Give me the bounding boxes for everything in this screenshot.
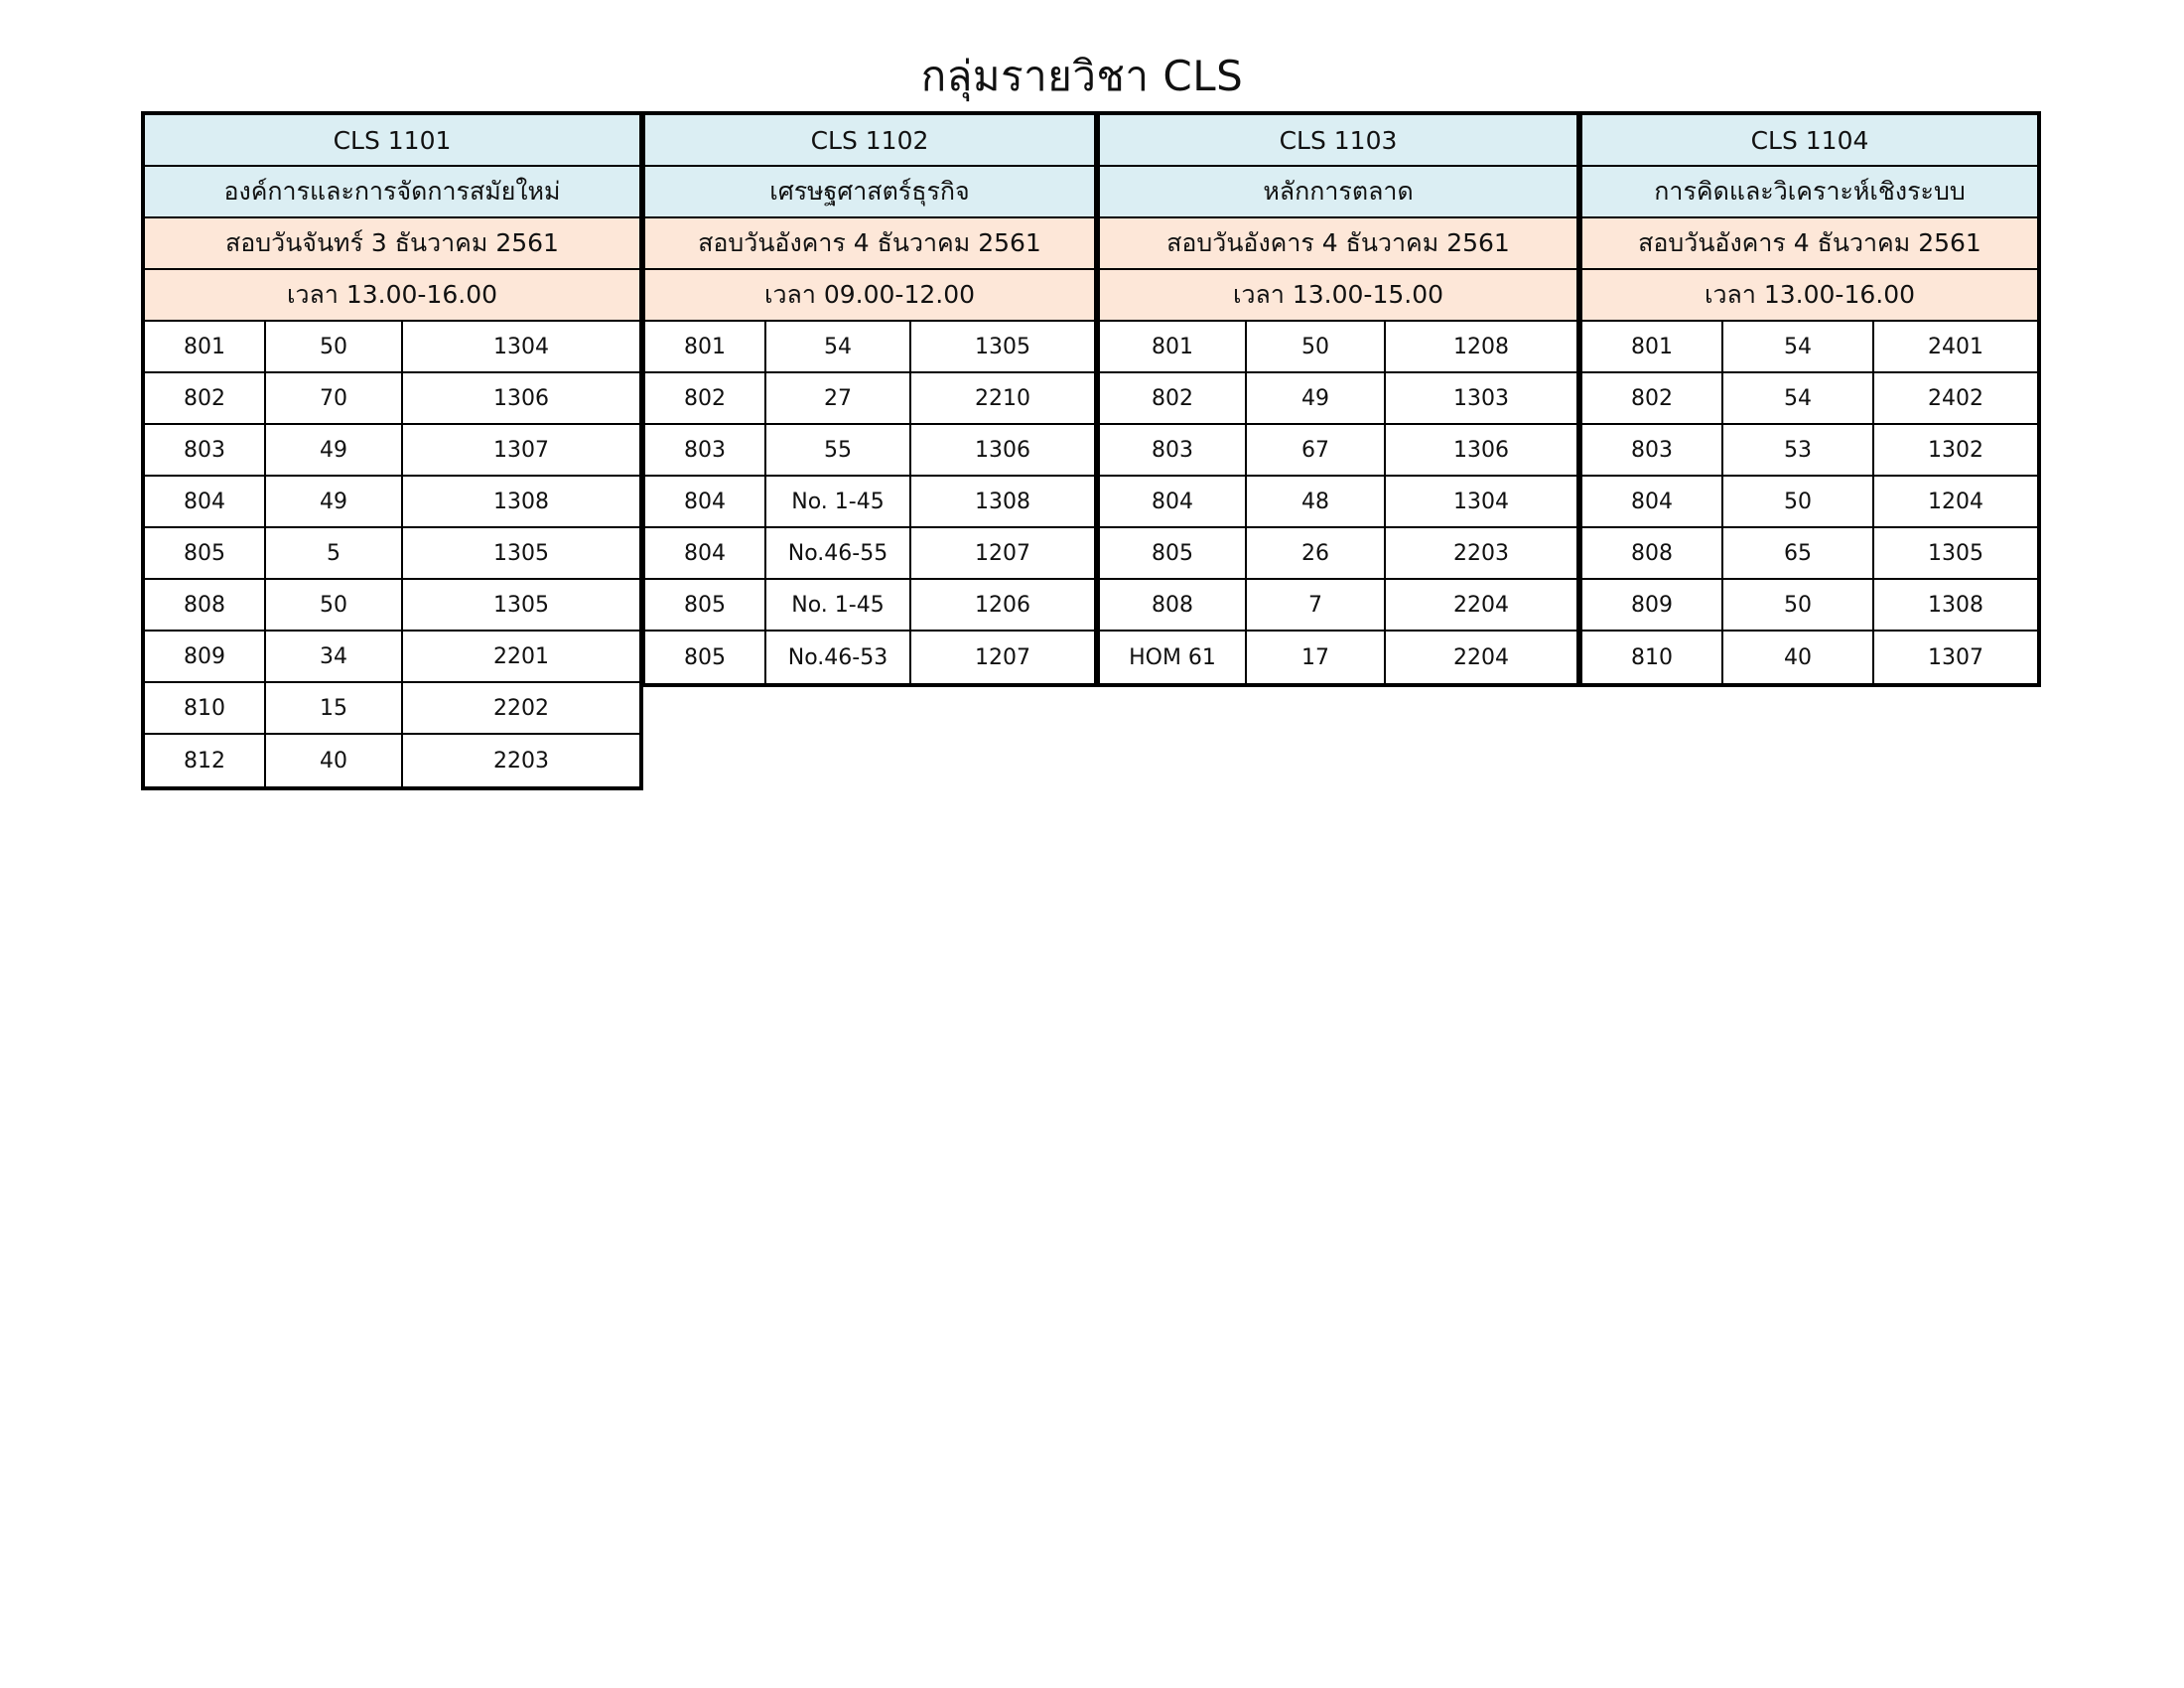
section-cell: 805 bbox=[184, 540, 225, 566]
table-row bbox=[1100, 632, 1576, 683]
count-cell: 17 bbox=[1245, 632, 1384, 683]
exam-date: สอบวันอังคาร 4 ธันวาคม 2561 bbox=[1582, 218, 2037, 270]
section-cell: 804 bbox=[684, 540, 726, 566]
course-code: CLS 1103 bbox=[1100, 115, 1576, 167]
count-cell: No.46-53 bbox=[764, 632, 909, 683]
count-cell: 7 bbox=[1245, 580, 1384, 630]
count-cell: 50 bbox=[1245, 322, 1384, 371]
count-cell: 40 bbox=[264, 735, 401, 786]
section-cell: 802 bbox=[684, 385, 726, 411]
section-cell: 804 bbox=[184, 489, 225, 514]
table-row bbox=[1100, 373, 1576, 425]
room-cell: 1304 bbox=[1384, 477, 1576, 526]
exam-date: สอบวันอังคาร 4 ธันวาคม 2561 bbox=[645, 218, 1094, 270]
count-cell: 50 bbox=[264, 580, 401, 630]
section-cell: 801 bbox=[684, 334, 726, 359]
room-cell: 1305 bbox=[401, 528, 639, 578]
table-row bbox=[645, 425, 1094, 477]
room-cell: 1304 bbox=[401, 322, 639, 371]
room-cell: 1308 bbox=[909, 477, 1094, 526]
course-name: เศรษฐศาสตร์ธุรกิจ bbox=[645, 167, 1094, 218]
room-cell: 1307 bbox=[401, 425, 639, 475]
section-cell: 804 bbox=[1152, 489, 1193, 514]
count-cell: 49 bbox=[264, 477, 401, 526]
table-row bbox=[1582, 322, 2037, 373]
course-name: การคิดและวิเคราะห์เชิงระบบ bbox=[1582, 167, 2037, 218]
room-cell: 1306 bbox=[909, 425, 1094, 475]
table-row bbox=[1582, 477, 2037, 528]
table-row bbox=[645, 632, 1094, 683]
table-row bbox=[145, 683, 639, 735]
exam-time: เวลา 13.00-15.00 bbox=[1100, 270, 1576, 322]
room-cell: 2204 bbox=[1384, 632, 1576, 683]
room-cell: 1308 bbox=[1872, 580, 2037, 630]
room-cell: 1208 bbox=[1384, 322, 1576, 371]
section-cell: 804 bbox=[684, 489, 726, 514]
section-cell: 808 bbox=[1152, 592, 1193, 618]
section-cell: 809 bbox=[1631, 592, 1673, 618]
room-cell: 1207 bbox=[909, 632, 1094, 683]
room-cell: 2204 bbox=[1384, 580, 1576, 630]
room-cell: 2402 bbox=[1872, 373, 2037, 423]
room-cell: 1204 bbox=[1872, 477, 2037, 526]
table-row bbox=[1100, 425, 1576, 477]
table-row bbox=[1582, 373, 2037, 425]
section-cell: 803 bbox=[184, 437, 225, 463]
section-cell: 805 bbox=[684, 644, 726, 670]
table-row bbox=[1582, 580, 2037, 632]
count-cell: 49 bbox=[264, 425, 401, 475]
exam-time: เวลา 13.00-16.00 bbox=[145, 270, 639, 322]
course-table-1 bbox=[141, 111, 643, 790]
count-cell: 26 bbox=[1245, 528, 1384, 578]
count-cell: No. 1-45 bbox=[764, 580, 909, 630]
table-row bbox=[645, 373, 1094, 425]
section-cell: 801 bbox=[184, 334, 225, 359]
count-cell: 50 bbox=[1721, 477, 1872, 526]
table-row bbox=[645, 580, 1094, 632]
count-cell: 55 bbox=[764, 425, 909, 475]
table-row bbox=[1100, 477, 1576, 528]
section-cell: 803 bbox=[684, 437, 726, 463]
room-cell: 1305 bbox=[909, 322, 1094, 371]
table-row bbox=[1582, 632, 2037, 683]
room-cell: 1306 bbox=[401, 373, 639, 423]
exam-date: สอบวันจันทร์ 3 ธันวาคม 2561 bbox=[145, 218, 639, 270]
room-cell: 1305 bbox=[401, 580, 639, 630]
table-row bbox=[145, 322, 639, 373]
exam-time: เวลา 13.00-16.00 bbox=[1582, 270, 2037, 322]
section-cell: 802 bbox=[1631, 385, 1673, 411]
course-name: หลักการตลาด bbox=[1100, 167, 1576, 218]
section-cell: 803 bbox=[1631, 437, 1673, 463]
room-cell: 2210 bbox=[909, 373, 1094, 423]
section-cell: 801 bbox=[1152, 334, 1193, 359]
section-cell: 808 bbox=[184, 592, 225, 618]
section-cell: 803 bbox=[1152, 437, 1193, 463]
course-code: CLS 1104 bbox=[1582, 115, 2037, 167]
table-row bbox=[145, 373, 639, 425]
room-cell: 1305 bbox=[1872, 528, 2037, 578]
table-row bbox=[645, 528, 1094, 580]
count-cell: 40 bbox=[1721, 632, 1872, 683]
count-cell: 65 bbox=[1721, 528, 1872, 578]
table-row bbox=[145, 735, 639, 786]
table-row bbox=[145, 632, 639, 683]
section-cell: 810 bbox=[184, 695, 225, 721]
count-cell: 54 bbox=[1721, 322, 1872, 371]
page-title: กลุ่มรายวิชา CLS bbox=[920, 52, 1244, 100]
count-cell: No.46-55 bbox=[764, 528, 909, 578]
room-cell: 1302 bbox=[1872, 425, 2037, 475]
count-cell: 50 bbox=[264, 322, 401, 371]
course-table-3 bbox=[1096, 111, 1580, 687]
table-row bbox=[145, 528, 639, 580]
exam-date: สอบวันอังคาร 4 ธันวาคม 2561 bbox=[1100, 218, 1576, 270]
table-row bbox=[1582, 425, 2037, 477]
section-cell: 810 bbox=[1631, 644, 1673, 670]
count-cell: 54 bbox=[1721, 373, 1872, 423]
course-table-2 bbox=[641, 111, 1098, 687]
room-cell: 1307 bbox=[1872, 632, 2037, 683]
room-cell: 1207 bbox=[909, 528, 1094, 578]
count-cell: 53 bbox=[1721, 425, 1872, 475]
count-cell: 27 bbox=[764, 373, 909, 423]
course-table-4 bbox=[1578, 111, 2041, 687]
section-cell: 808 bbox=[1631, 540, 1673, 566]
section-cell: 812 bbox=[184, 748, 225, 774]
course-name: องค์การและการจัดการสมัยใหม่ bbox=[145, 167, 639, 218]
count-cell: 34 bbox=[264, 632, 401, 681]
table-row bbox=[1100, 322, 1576, 373]
room-cell: 2201 bbox=[401, 632, 639, 681]
table-row bbox=[1582, 528, 2037, 580]
course-code: CLS 1102 bbox=[645, 115, 1094, 167]
room-cell: 2202 bbox=[401, 683, 639, 733]
count-cell: 49 bbox=[1245, 373, 1384, 423]
section-cell: 809 bbox=[184, 643, 225, 669]
table-row bbox=[145, 580, 639, 632]
section-cell: 804 bbox=[1631, 489, 1673, 514]
section-cell: 805 bbox=[684, 592, 726, 618]
course-code: CLS 1101 bbox=[145, 115, 639, 167]
exam-time: เวลา 09.00-12.00 bbox=[645, 270, 1094, 322]
count-cell: 48 bbox=[1245, 477, 1384, 526]
table-row bbox=[145, 425, 639, 477]
room-cell: 2401 bbox=[1872, 322, 2037, 371]
count-cell: 54 bbox=[764, 322, 909, 371]
table-row bbox=[645, 477, 1094, 528]
table-row bbox=[645, 322, 1094, 373]
table-row bbox=[1100, 580, 1576, 632]
section-cell: HOM 61 bbox=[1129, 644, 1216, 670]
count-cell: 5 bbox=[264, 528, 401, 578]
section-cell: 805 bbox=[1152, 540, 1193, 566]
table-row bbox=[145, 477, 639, 528]
room-cell: 2203 bbox=[401, 735, 639, 786]
section-cell: 802 bbox=[184, 385, 225, 411]
count-cell: 15 bbox=[264, 683, 401, 733]
table-row bbox=[1100, 528, 1576, 580]
count-cell: 50 bbox=[1721, 580, 1872, 630]
count-cell: 70 bbox=[264, 373, 401, 423]
section-cell: 802 bbox=[1152, 385, 1193, 411]
room-cell: 1206 bbox=[909, 580, 1094, 630]
room-cell: 2203 bbox=[1384, 528, 1576, 578]
section-cell: 801 bbox=[1631, 334, 1673, 359]
room-cell: 1306 bbox=[1384, 425, 1576, 475]
count-cell: 67 bbox=[1245, 425, 1384, 475]
room-cell: 1303 bbox=[1384, 373, 1576, 423]
count-cell: No. 1-45 bbox=[764, 477, 909, 526]
room-cell: 1308 bbox=[401, 477, 639, 526]
